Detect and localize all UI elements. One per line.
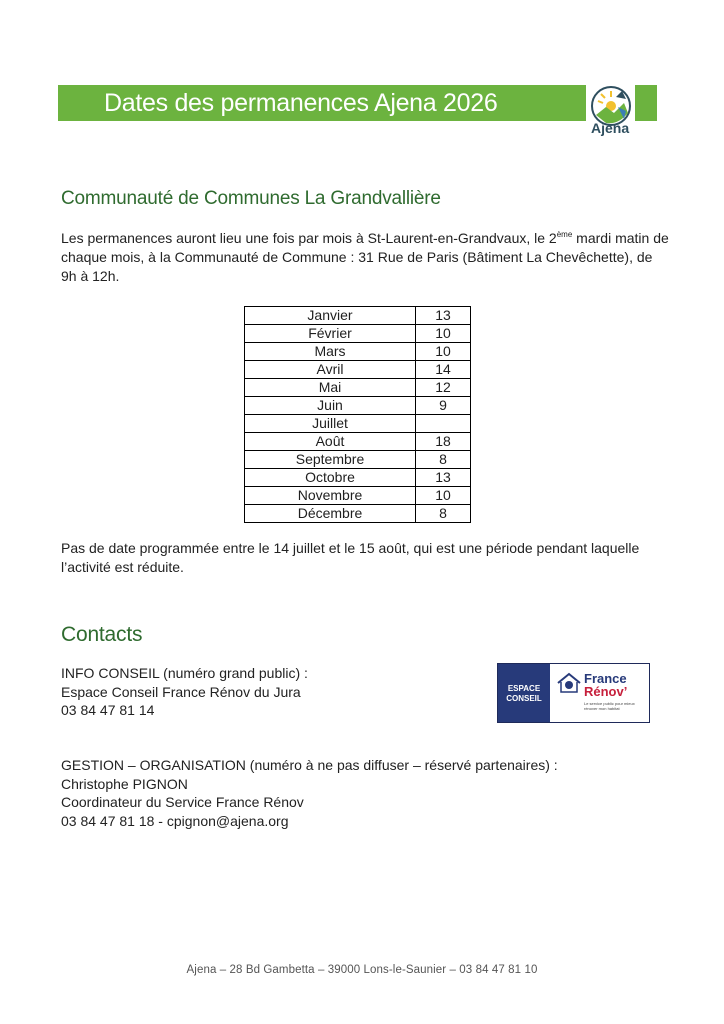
info-conseil-block xyxy=(61,664,308,720)
table-row xyxy=(245,505,471,523)
month-cell: Décembre xyxy=(245,505,416,523)
month-cell: Janvier xyxy=(245,307,416,325)
gestion-name: Christophe PIGNON xyxy=(61,775,188,792)
intro-paragraph xyxy=(61,229,671,286)
table-row xyxy=(245,469,471,487)
day-cell xyxy=(416,415,471,433)
logo-name: Ajena xyxy=(591,120,630,136)
table-row xyxy=(245,397,471,415)
espace-label: ESPACE xyxy=(507,684,541,693)
house-icon xyxy=(556,672,582,694)
day-cell: 13 xyxy=(416,307,471,325)
gestion-contact: 03 84 47 81 18 - cpignon@ajena.org xyxy=(61,812,289,829)
section-title-grandvalliere: Communauté de Communes La Grandvallière xyxy=(61,188,441,209)
france-renov-tagline: Le service public pour mieux rénover mon habitat xyxy=(584,701,635,711)
day-cell: 8 xyxy=(416,451,471,469)
renov-label: Rénov’ xyxy=(584,684,628,699)
france-label: France xyxy=(584,671,627,686)
gestion-desc: (numéro à ne pas diffuser – réservé partenaires) : xyxy=(245,757,558,773)
table-row xyxy=(245,361,471,379)
day-cell: 14 xyxy=(416,361,471,379)
intro-text-2: mardi matin de chaque mois, à la Communauté de Commune : 31 Rue de Paris (Bâtiment La Chevêchette), de 9h à 12h. xyxy=(61,230,669,284)
month-cell: Novembre xyxy=(245,487,416,505)
note-paragraph: Pas de date programmée entre le 14 juillet et le 15 août, qui est une période pendant laquelle l’activité est réduite. xyxy=(61,540,640,575)
day-cell: 12 xyxy=(416,379,471,397)
table-row xyxy=(245,307,471,325)
info-label: INFO CONSEIL xyxy=(61,665,160,681)
table-row xyxy=(245,451,471,469)
espace-conseil-badge xyxy=(498,664,550,722)
page-title: Dates des permanences Ajena 2026 xyxy=(104,89,498,117)
month-cell: Septembre xyxy=(245,451,416,469)
table-row xyxy=(245,379,471,397)
table-row xyxy=(245,343,471,361)
day-cell: 18 xyxy=(416,433,471,451)
month-cell: Mars xyxy=(245,343,416,361)
conseil-label: CONSEIL xyxy=(506,694,542,703)
day-cell: 10 xyxy=(416,487,471,505)
france-renov-logo xyxy=(497,663,650,723)
day-cell: 10 xyxy=(416,343,471,361)
day-cell: 13 xyxy=(416,469,471,487)
info-desc: (numéro grand public) : xyxy=(159,665,308,681)
day-cell: 10 xyxy=(416,325,471,343)
month-cell: Juillet xyxy=(245,415,416,433)
month-cell: Février xyxy=(245,325,416,343)
day-cell: 9 xyxy=(416,397,471,415)
table-row xyxy=(245,487,471,505)
day-cell: 8 xyxy=(416,505,471,523)
section-title-contacts: Contacts xyxy=(61,623,143,646)
table-row xyxy=(245,325,471,343)
month-cell: Juin xyxy=(245,397,416,415)
info-org: Espace Conseil France Rénov du Jura xyxy=(61,683,301,700)
table-row xyxy=(245,415,471,433)
month-cell: Avril xyxy=(245,361,416,379)
info-phone: 03 84 47 81 14 xyxy=(61,702,155,718)
gestion-role: Coordinateur du Service France Rénov xyxy=(61,794,304,810)
intro-text-1: Les permanences auront lieu une fois par mois à St-Laurent-en-Grandvaux, le 2 xyxy=(61,230,557,246)
title-bar-end xyxy=(635,85,657,121)
month-cell: Mai xyxy=(245,379,416,397)
dates-table xyxy=(244,306,471,523)
table-row xyxy=(245,433,471,451)
month-cell: Octobre xyxy=(245,469,416,487)
gestion-label: GESTION – ORGANISATION xyxy=(61,757,246,773)
gestion-block xyxy=(61,756,558,830)
month-cell: Août xyxy=(245,433,416,451)
intro-superscript: ème xyxy=(556,230,573,239)
page-footer: Ajena – 28 Bd Gambetta – 39000 Lons-le-Saunier – 03 84 47 81 10 xyxy=(186,964,538,976)
